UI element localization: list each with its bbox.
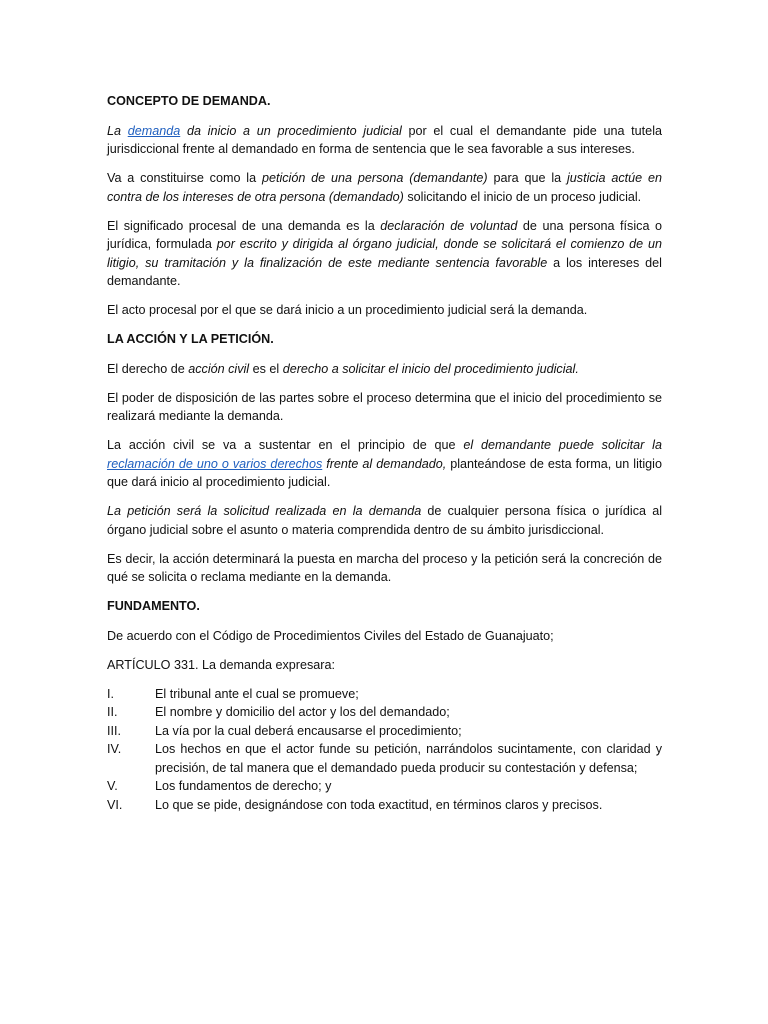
paragraph-acto-procesal: El acto procesal por el que se dará inicio a un procedimiento judicial será la demanda. [107, 303, 588, 317]
articulo-list [107, 685, 662, 815]
list-item: IV. Los hechos en que el actor funde su petición, narrándolos sucintamente, con claridad y precisión, de tal manera que el demandado pueda producir su contestación y defensa; [107, 742, 662, 775]
list-item: III. La vía por la cual deberá encausarse el procedimiento; [107, 723, 462, 738]
list-item: II. El nombre y domicilio del actor y los del demandado; [107, 705, 450, 719]
paragraph-es-decir: Es decir, la acción determinará la puesta en marcha del proceso y la petición será la concreción de qué se solicita o reclama mediante en la demanda. [107, 551, 662, 584]
section-heading-accion: LA ACCIÓN Y LA PETICIÓN. [107, 332, 274, 346]
paragraph-derecho-accion: El derecho de acción civil es el derecho a solicitar el inicio del procedimiento judicial. [107, 361, 579, 376]
paragraph-poder-disposicion: El poder de disposición de las partes sobre el proceso determina que el inicio del procedimiento se realizará mediante la demanda. [107, 390, 662, 423]
section-heading-fundamento: FUNDAMENTO. [107, 599, 200, 613]
list-item: VI. Lo que se pide, designándose con toda exactitud, en términos claros y precisos. [107, 797, 603, 812]
paragraph-codigo: De acuerdo con el Código de Procedimientos Civiles del Estado de Guanajuato; [107, 628, 554, 643]
paragraph-peticion: La petición será la solicitud realizada en la demanda de cualquier persona física o jurídica al órgano judicial sobre el asunto o materia comprendida dentro de su ámbito jurisdiccional. [107, 504, 663, 537]
list-item: I. El tribunal ante el cual se promueve; [107, 686, 359, 701]
paragraph-articulo: ARTÍCULO 331. La demanda expresara: [107, 657, 335, 672]
section-heading-concepto: CONCEPTO DE DEMANDA. [107, 94, 271, 108]
list-item: V. Los fundamentos de derecho; y [107, 779, 332, 793]
paragraph-accion-civil: La acción civil se va a sustentar en el principio de que el demandante puede solicitar la reclamación de uno o varios derechos frente al demandado, planteándose de esta forma, un litigio que dará inicio al procedimiento judicial. [107, 438, 662, 489]
reclamacion-link[interactable]: reclamación de uno o varios derechos [107, 456, 323, 471]
paragraph-significado: El significado procesal de una demanda es la declaración de voluntad de una persona física o jurídica, formulada por escrito y dirigida al órgano judicial, donde se solicitará el comienzo de un litigio, su tramitación y la finalización de este mediante sentencia favorable a los intereses del demandante. [107, 218, 662, 288]
paragraph-constitucion: Va a constituirse como la petición de una persona (demandante) para que la justicia actúe en contra de los intereses de otra persona (demandado) solicitando el inicio de un proceso judicial. [107, 171, 662, 204]
paragraph-definicion: La demanda da inicio a un procedimiento judicial por el cual el demandante pide una tutela jurisdiccional frente al demandado en forma de sentencia que le sea favorable a sus intereses. [107, 123, 662, 156]
demanda-link[interactable]: demanda [127, 123, 181, 138]
